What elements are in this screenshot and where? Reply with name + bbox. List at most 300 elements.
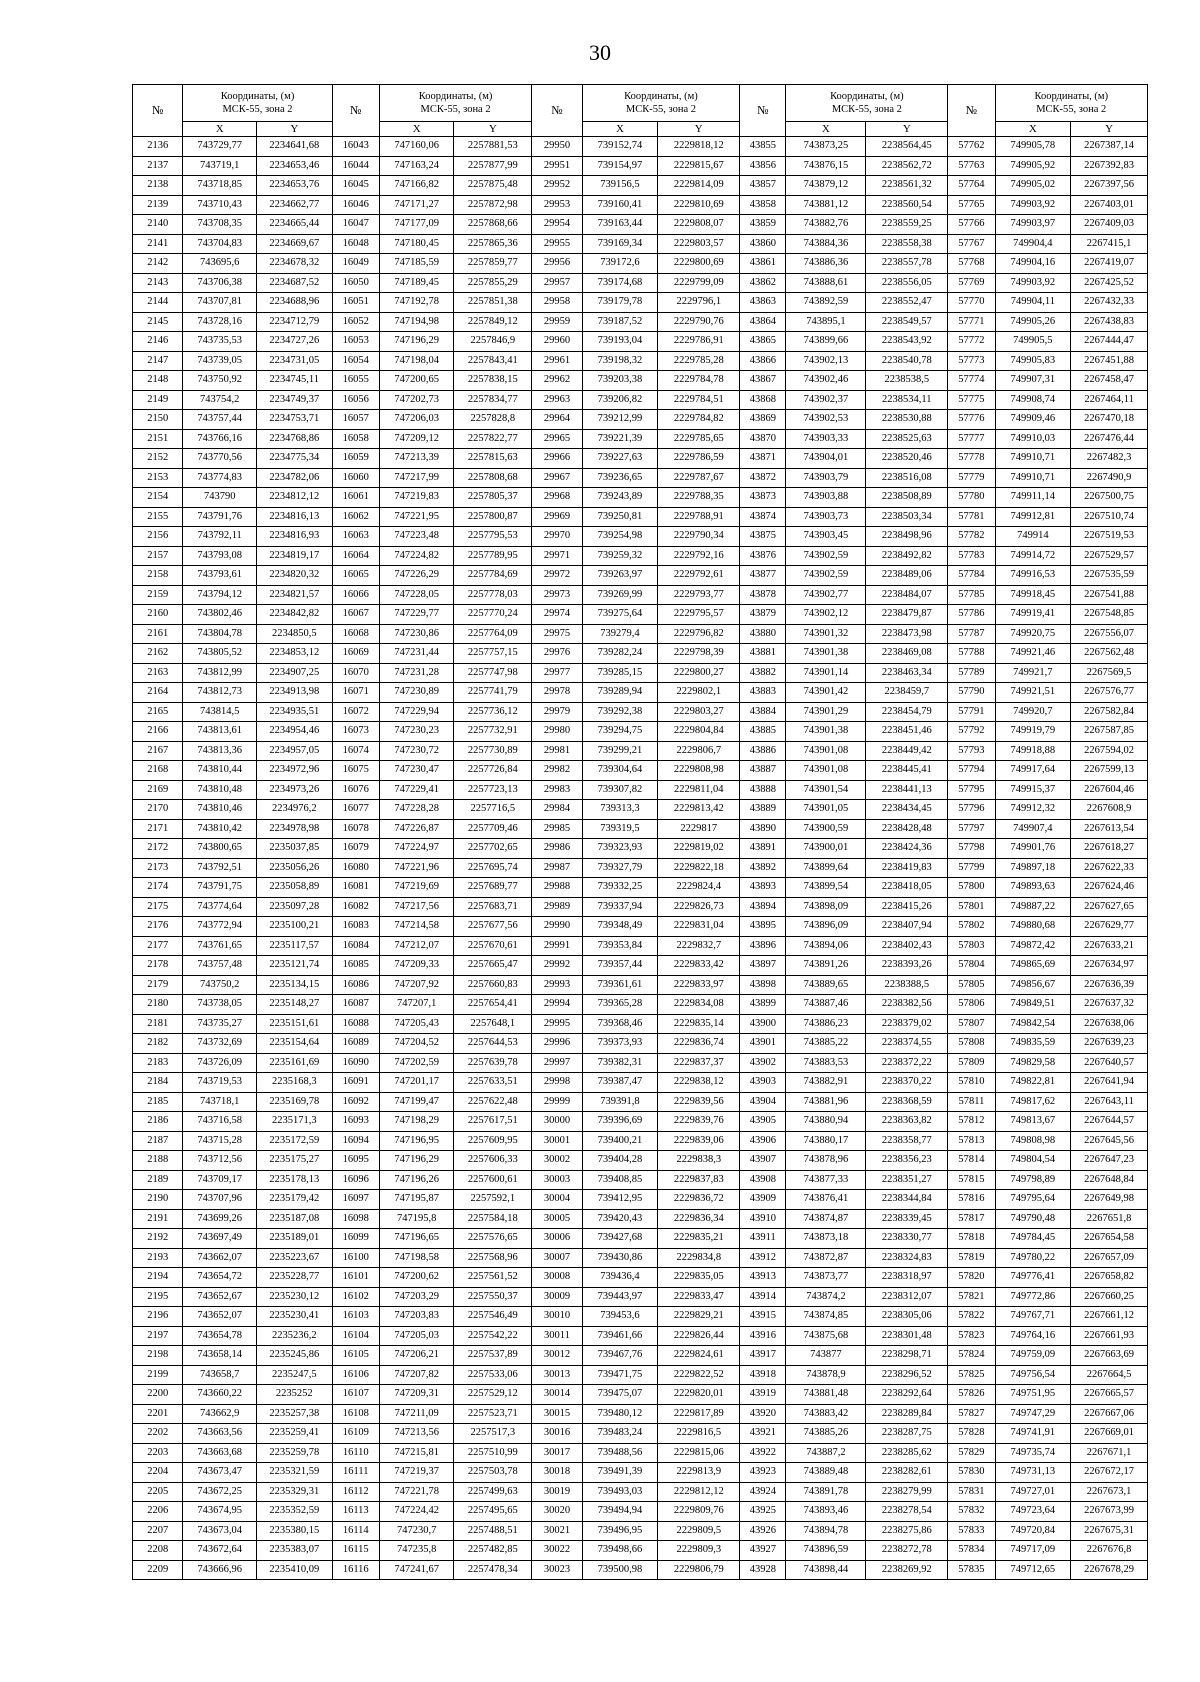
table-row	[133, 312, 1148, 332]
point-number: 16075	[332, 761, 379, 781]
point-number: 57816	[948, 1190, 995, 1210]
header-y: Y	[256, 122, 332, 137]
coord-x: 743901,29	[786, 702, 866, 722]
point-number: 16057	[332, 410, 379, 430]
header-coordinate-system: МСК-55, зона 2	[420, 104, 491, 115]
point-number: 16096	[332, 1170, 379, 1190]
point-number: 57774	[948, 371, 995, 391]
coord-x: 743709,17	[183, 1170, 257, 1190]
point-number: 2151	[133, 429, 183, 449]
coord-y: 2267676,8	[1071, 1541, 1148, 1561]
point-number: 43884	[740, 702, 786, 722]
coord-y: 2235172,59	[256, 1131, 332, 1151]
coord-y: 2257510,99	[454, 1443, 532, 1463]
coord-y: 2267647,23	[1071, 1151, 1148, 1171]
coord-y: 2257677,56	[454, 917, 532, 937]
coord-y: 2238492,82	[866, 546, 948, 566]
point-number: 43913	[740, 1268, 786, 1288]
coord-y: 2234749,37	[256, 390, 332, 410]
coord-x: 743903,79	[786, 468, 866, 488]
coord-x: 747224,82	[379, 546, 454, 566]
coord-x: 739236,65	[582, 468, 658, 488]
coord-y: 2229809,3	[658, 1541, 740, 1561]
point-number: 29956	[532, 254, 582, 274]
coord-y: 2267432,33	[1071, 293, 1148, 313]
coord-x: 749915,37	[995, 780, 1071, 800]
coord-y: 2267673,99	[1071, 1502, 1148, 1522]
coord-y: 2238564,45	[866, 137, 948, 157]
coord-y: 2235148,27	[256, 995, 332, 1015]
coord-y: 2267633,21	[1071, 936, 1148, 956]
coord-y: 2229829,21	[658, 1307, 740, 1327]
point-number: 29986	[532, 839, 582, 859]
coord-y: 2257533,06	[454, 1365, 532, 1385]
coord-x: 747215,81	[379, 1443, 454, 1463]
point-number: 29981	[532, 741, 582, 761]
coord-x: 749784,45	[995, 1229, 1071, 1249]
point-number: 16109	[332, 1424, 379, 1444]
point-number: 16074	[332, 741, 379, 761]
table-row	[133, 176, 1148, 196]
point-number: 2207	[133, 1521, 183, 1541]
point-number: 30017	[532, 1443, 582, 1463]
point-number: 57822	[948, 1307, 995, 1327]
coord-x: 743880,17	[786, 1131, 866, 1151]
coord-x: 749909,46	[995, 410, 1071, 430]
point-number: 16061	[332, 488, 379, 508]
point-number: 43928	[740, 1560, 786, 1580]
coord-x: 749723,64	[995, 1502, 1071, 1522]
point-number: 2195	[133, 1287, 183, 1307]
coord-x: 743896,09	[786, 917, 866, 937]
coord-y: 2235230,12	[256, 1287, 332, 1307]
coord-y: 2229813,42	[658, 800, 740, 820]
coord-x: 747204,52	[379, 1034, 454, 1054]
coord-y: 2235259,41	[256, 1424, 332, 1444]
point-number: 43920	[740, 1404, 786, 1424]
coord-x: 739408,85	[582, 1170, 658, 1190]
coord-y: 2229813,9	[658, 1463, 740, 1483]
header-coordinate-system: МСК-55, зона 2	[831, 104, 902, 115]
coord-y: 2234976,2	[256, 800, 332, 820]
coord-y: 2267629,77	[1071, 917, 1148, 937]
point-number: 2146	[133, 332, 183, 352]
point-number: 57765	[948, 195, 995, 215]
coord-x: 743898,09	[786, 897, 866, 917]
point-number: 57766	[948, 215, 995, 235]
coord-y: 2229814,09	[658, 176, 740, 196]
header-x: X	[183, 122, 257, 137]
coord-y: 2229838,3	[658, 1151, 740, 1171]
coord-y: 2238463,34	[866, 663, 948, 683]
point-number: 2188	[133, 1151, 183, 1171]
coord-y: 2257822,77	[454, 429, 532, 449]
coord-x: 739156,5	[582, 176, 658, 196]
coord-y: 2267613,54	[1071, 819, 1148, 839]
table-row	[133, 1404, 1148, 1424]
table-row	[133, 273, 1148, 293]
coord-x: 747192,78	[379, 293, 454, 313]
header-number-col: №	[532, 85, 582, 137]
point-number: 57768	[948, 254, 995, 274]
coord-y: 2257800,87	[454, 507, 532, 527]
table-row	[133, 722, 1148, 742]
point-number: 2150	[133, 410, 183, 430]
coord-x: 743666,96	[183, 1560, 257, 1580]
coord-x: 743699,26	[183, 1209, 257, 1229]
point-number: 2167	[133, 741, 183, 761]
coord-x: 747211,09	[379, 1404, 454, 1424]
coord-y: 2229826,73	[658, 897, 740, 917]
coord-x: 743794,12	[183, 585, 257, 605]
point-number: 43919	[740, 1385, 786, 1405]
coord-x: 747214,58	[379, 917, 454, 937]
coord-x: 739299,21	[582, 741, 658, 761]
coord-y: 2238275,86	[866, 1521, 948, 1541]
coord-x: 749741,91	[995, 1424, 1071, 1444]
coord-y: 2257660,83	[454, 975, 532, 995]
coord-x: 743695,6	[183, 254, 257, 274]
point-number: 2156	[133, 527, 183, 547]
coord-y: 2267415,1	[1071, 234, 1148, 254]
coord-y: 2267397,56	[1071, 176, 1148, 196]
coord-x: 743757,44	[183, 410, 257, 430]
coord-y: 2235329,31	[256, 1482, 332, 1502]
point-number: 43858	[740, 195, 786, 215]
point-number: 29991	[532, 936, 582, 956]
point-number: 57829	[948, 1443, 995, 1463]
coord-x: 743887,2	[786, 1443, 866, 1463]
header-number-col: №	[332, 85, 379, 137]
coord-x: 743812,99	[183, 663, 257, 683]
coord-x: 743889,48	[786, 1463, 866, 1483]
coord-x: 747224,42	[379, 1502, 454, 1522]
coord-y: 2234821,57	[256, 585, 332, 605]
coord-x: 749901,76	[995, 839, 1071, 859]
point-number: 16045	[332, 176, 379, 196]
coord-y: 2257561,52	[454, 1268, 532, 1288]
coord-x: 739285,15	[582, 663, 658, 683]
point-number: 57833	[948, 1521, 995, 1541]
point-number: 43861	[740, 254, 786, 274]
point-number: 57796	[948, 800, 995, 820]
point-number: 16100	[332, 1248, 379, 1268]
coord-y: 2229815,67	[658, 156, 740, 176]
coord-x: 739263,97	[582, 566, 658, 586]
point-number: 2140	[133, 215, 183, 235]
coord-y: 2267541,88	[1071, 585, 1148, 605]
point-number: 43871	[740, 449, 786, 469]
point-number: 43865	[740, 332, 786, 352]
coord-x: 743873,25	[786, 137, 866, 157]
point-number: 2183	[133, 1053, 183, 1073]
coord-y: 2267519,53	[1071, 527, 1148, 547]
point-number: 57815	[948, 1170, 995, 1190]
coord-y: 2238379,02	[866, 1014, 948, 1034]
point-number: 2144	[133, 293, 183, 313]
point-number: 2177	[133, 936, 183, 956]
point-number: 2180	[133, 995, 183, 1015]
header-coordinates	[995, 85, 1147, 122]
coord-y: 2229806,79	[658, 1560, 740, 1580]
coord-y: 2229796,1	[658, 293, 740, 313]
point-number: 57801	[948, 897, 995, 917]
coord-y: 2257741,79	[454, 683, 532, 703]
coord-y: 2229803,57	[658, 234, 740, 254]
point-number: 2155	[133, 507, 183, 527]
coord-y: 2235410,09	[256, 1560, 332, 1580]
coord-x: 739250,81	[582, 507, 658, 527]
point-number: 43872	[740, 468, 786, 488]
table-row	[133, 1190, 1148, 1210]
coord-x: 743888,61	[786, 273, 866, 293]
coord-x: 743894,78	[786, 1521, 866, 1541]
point-number: 29999	[532, 1092, 582, 1112]
coord-y: 2229832,7	[658, 936, 740, 956]
point-number: 57809	[948, 1053, 995, 1073]
coord-x: 743901,14	[786, 663, 866, 683]
point-number: 29993	[532, 975, 582, 995]
point-number: 30021	[532, 1521, 582, 1541]
coord-x: 743726,09	[183, 1053, 257, 1073]
point-number: 43912	[740, 1248, 786, 1268]
coord-x: 739174,68	[582, 273, 658, 293]
point-number: 2170	[133, 800, 183, 820]
coord-x: 743882,91	[786, 1073, 866, 1093]
coord-y: 2257877,99	[454, 156, 532, 176]
coord-x: 747196,26	[379, 1170, 454, 1190]
point-number: 16070	[332, 663, 379, 683]
coord-x: 747230,7	[379, 1521, 454, 1541]
coord-x: 747198,29	[379, 1112, 454, 1132]
point-number: 43904	[740, 1092, 786, 1112]
coord-x: 747217,99	[379, 468, 454, 488]
point-number: 29990	[532, 917, 582, 937]
coord-y: 2267562,48	[1071, 644, 1148, 664]
header-coordinates-title: Координаты, (м)	[830, 91, 904, 102]
coord-y: 2229836,72	[658, 1190, 740, 1210]
coord-x: 743750,2	[183, 975, 257, 995]
point-number: 43882	[740, 663, 786, 683]
coord-y: 2235175,27	[256, 1151, 332, 1171]
coord-x: 743901,05	[786, 800, 866, 820]
point-number: 29996	[532, 1034, 582, 1054]
coord-x: 743887,46	[786, 995, 866, 1015]
table-row	[133, 956, 1148, 976]
coord-x: 743892,59	[786, 293, 866, 313]
point-number: 57820	[948, 1268, 995, 1288]
coord-y: 2235058,89	[256, 878, 332, 898]
coord-x: 743877,33	[786, 1170, 866, 1190]
coord-y: 2238503,34	[866, 507, 948, 527]
coord-x: 739500,98	[582, 1560, 658, 1580]
coord-y: 2234973,26	[256, 780, 332, 800]
point-number: 57783	[948, 546, 995, 566]
coord-x: 747231,28	[379, 663, 454, 683]
coord-x: 743902,13	[786, 351, 866, 371]
point-number: 29969	[532, 507, 582, 527]
point-number: 30006	[532, 1229, 582, 1249]
coord-x: 749904,16	[995, 254, 1071, 274]
coord-y: 2238298,71	[866, 1346, 948, 1366]
coord-y: 2238269,92	[866, 1560, 948, 1580]
coord-x: 747198,04	[379, 351, 454, 371]
coord-y: 2267661,93	[1071, 1326, 1148, 1346]
point-number: 57828	[948, 1424, 995, 1444]
coord-x: 739154,97	[582, 156, 658, 176]
coord-y: 2257517,3	[454, 1424, 532, 1444]
coord-y: 2229839,56	[658, 1092, 740, 1112]
coord-x: 747200,62	[379, 1268, 454, 1288]
point-number: 43914	[740, 1287, 786, 1307]
point-number: 57791	[948, 702, 995, 722]
coord-y: 2267582,84	[1071, 702, 1148, 722]
point-number: 16094	[332, 1131, 379, 1151]
coord-y: 2267438,83	[1071, 312, 1148, 332]
coord-y: 2257843,41	[454, 351, 532, 371]
point-number: 2184	[133, 1073, 183, 1093]
coord-y: 2238489,06	[866, 566, 948, 586]
coord-y: 2235171,3	[256, 1112, 332, 1132]
point-number: 43867	[740, 371, 786, 391]
coord-x: 747230,86	[379, 624, 454, 644]
point-number: 57810	[948, 1073, 995, 1093]
coord-y: 2234687,52	[256, 273, 332, 293]
coord-x: 743728,16	[183, 312, 257, 332]
coord-y: 2257550,37	[454, 1287, 532, 1307]
coord-x: 743790	[183, 488, 257, 508]
coord-x: 743901,38	[786, 644, 866, 664]
point-number: 16091	[332, 1073, 379, 1093]
coord-x: 743895,1	[786, 312, 866, 332]
point-number: 43864	[740, 312, 786, 332]
coord-y: 2238374,55	[866, 1034, 948, 1054]
coord-y: 2235056,26	[256, 858, 332, 878]
coord-x: 739304,64	[582, 761, 658, 781]
coord-y: 2257644,53	[454, 1034, 532, 1054]
coord-y: 2238540,78	[866, 351, 948, 371]
coord-y: 2229824,61	[658, 1346, 740, 1366]
coord-y: 2267387,14	[1071, 137, 1148, 157]
table-row	[133, 858, 1148, 878]
coord-y: 2267675,31	[1071, 1521, 1148, 1541]
point-number: 16111	[332, 1463, 379, 1483]
point-number: 16071	[332, 683, 379, 703]
point-number: 43926	[740, 1521, 786, 1541]
coord-x: 747219,37	[379, 1463, 454, 1483]
coord-x: 749910,71	[995, 449, 1071, 469]
coord-x: 747221,95	[379, 507, 454, 527]
coord-x: 747177,09	[379, 215, 454, 235]
coord-y: 2267639,23	[1071, 1034, 1148, 1054]
coord-y: 2267669,01	[1071, 1424, 1148, 1444]
coord-y: 2235383,07	[256, 1541, 332, 1561]
coord-x: 747231,44	[379, 644, 454, 664]
header-x: X	[582, 122, 658, 137]
point-number: 57824	[948, 1346, 995, 1366]
coord-y: 2238469,08	[866, 644, 948, 664]
coord-x: 747221,78	[379, 1482, 454, 1502]
coord-y: 2267569,5	[1071, 663, 1148, 683]
coord-y: 2235169,78	[256, 1092, 332, 1112]
point-number: 2201	[133, 1404, 183, 1424]
coord-y: 2267649,98	[1071, 1190, 1148, 1210]
point-number: 16110	[332, 1443, 379, 1463]
coord-x: 739313,3	[582, 800, 658, 820]
point-number: 16108	[332, 1404, 379, 1424]
coord-y: 2257828,8	[454, 410, 532, 430]
coord-x: 743899,54	[786, 878, 866, 898]
coord-y: 2234907,25	[256, 663, 332, 683]
coord-y: 2257542,22	[454, 1326, 532, 1346]
coord-y: 2234850,5	[256, 624, 332, 644]
coord-y: 2238324,83	[866, 1248, 948, 1268]
coord-x: 743672,25	[183, 1482, 257, 1502]
point-number: 2182	[133, 1034, 183, 1054]
coord-y: 2238434,45	[866, 800, 948, 820]
coord-x: 743904,01	[786, 449, 866, 469]
coord-y: 2235117,57	[256, 936, 332, 956]
coord-y: 2234816,13	[256, 507, 332, 527]
coord-x: 747203,29	[379, 1287, 454, 1307]
coord-x: 747202,59	[379, 1053, 454, 1073]
coord-y: 2238402,43	[866, 936, 948, 956]
point-number: 16113	[332, 1502, 379, 1522]
point-number: 2148	[133, 371, 183, 391]
point-number: 43910	[740, 1209, 786, 1229]
point-number: 29975	[532, 624, 582, 644]
coord-y: 2267654,58	[1071, 1229, 1148, 1249]
coord-x: 739396,69	[582, 1112, 658, 1132]
coord-y: 2229811,04	[658, 780, 740, 800]
coord-x: 743810,44	[183, 761, 257, 781]
coord-x: 749910,71	[995, 468, 1071, 488]
point-number: 29970	[532, 527, 582, 547]
coord-x: 749903,92	[995, 195, 1071, 215]
coord-x: 749813,67	[995, 1112, 1071, 1132]
coord-y: 2257723,13	[454, 780, 532, 800]
coord-x: 749720,84	[995, 1521, 1071, 1541]
coord-y: 2238424,36	[866, 839, 948, 859]
point-number: 2142	[133, 254, 183, 274]
coord-x: 739480,12	[582, 1404, 658, 1424]
table-row	[133, 293, 1148, 313]
point-number: 16098	[332, 1209, 379, 1229]
header-coordinates	[786, 85, 948, 122]
coord-y: 2229793,77	[658, 585, 740, 605]
point-number: 16053	[332, 332, 379, 352]
coord-x: 743774,83	[183, 468, 257, 488]
coord-y: 2267594,02	[1071, 741, 1148, 761]
coord-y: 2238285,62	[866, 1443, 948, 1463]
coord-y: 2257764,09	[454, 624, 532, 644]
coord-x: 743707,81	[183, 293, 257, 313]
point-number: 16078	[332, 819, 379, 839]
point-number: 57779	[948, 468, 995, 488]
point-number: 57834	[948, 1541, 995, 1561]
coord-x: 749919,79	[995, 722, 1071, 742]
coord-x: 749919,41	[995, 605, 1071, 625]
coord-x: 743750,92	[183, 371, 257, 391]
point-number: 29952	[532, 176, 582, 196]
coord-y: 2257683,71	[454, 897, 532, 917]
table-row	[133, 566, 1148, 586]
point-number: 29951	[532, 156, 582, 176]
coord-x: 749780,22	[995, 1248, 1071, 1268]
coord-y: 2238287,75	[866, 1424, 948, 1444]
point-number: 2138	[133, 176, 183, 196]
coord-x: 747200,65	[379, 371, 454, 391]
